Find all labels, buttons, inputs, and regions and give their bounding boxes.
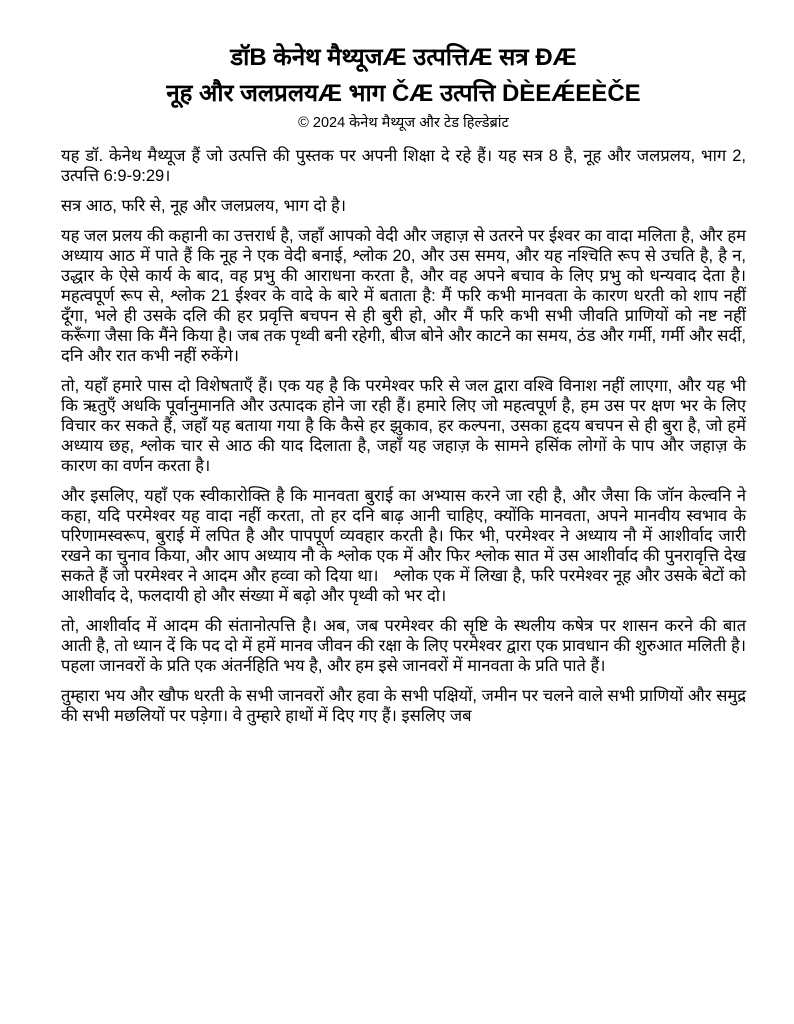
paragraph-intro: यह डॉ. केनेथ मैथ्यूज हैं जो उत्पत्ति की पुस्तक पर अपनी शिक्षा दे रहे हैं। यह सत्र 8 है, नूह और जलप्रलय, भाग 2, उत्पत्ति 6:9-9:29। — [61, 147, 751, 185]
document-header — [61, 40, 746, 132]
document-title — [61, 40, 746, 112]
paragraph-blessing: तो, आशीर्वाद में आदम की संतानोत्पत्ति है। अब, जब परमेश्वर की सृष्टि के स्थलीय कषेत्र पर शासन करने की बात आती है, तो ध्यान दें कि पद दो में हमें मानव जीवन की रक्षा के लिए परमेश्वर द्वारा एक प्रावधान की शुरुआत मलिती है। पहला जानवरों के प्रति एक अंतर्नहिति भय है, और हम इसे जानवरों में मानवता के प्रति पाते हैं। — [61, 617, 751, 675]
title-line-1: डॉB केनेथ मैथ्यूजÆ उत्पत्तिÆ सत्र ÐÆ — [230, 44, 577, 71]
paragraph-fear-dread: तुम्हारा भय और खौफ धरती के सभी जानवरों और हवा के सभी पक्षियों, जमीन पर चलने वाले सभी प्राणियों और समुद्र की सभी मछलियों पर पड़ेगा। वे तुम्हारे हाथों में दिए गए हैं। इसलिए जब — [61, 687, 751, 725]
paragraph-flood-story: यह जल प्रलय की कहानी का उत्तरार्ध है, जहाँ आपको वेदी और जहाज़ से उतरने पर ईश्वर का वादा मलिता है, और हम अध्याय आठ में पाते हैं कि नूह ने एक वेदी बनाई, श्लोक 20, और उस समय, और यह नश्चिति रूप से उचति है, है न, उद्धार के ऐसे कार्य के बाद, वह प्रभु की आराधना करता है, और वह अपने बचाव के लिए प्रभु को धन्यवाद देता है। महत्वपूर्ण रूप से, श्लोक 21 ईश्वर के वादे के बारे में बताता है: मैं फरि कभी मानवता के कारण धरती को शाप नहीं दूँगा, भले ही उसके दलि की हर प्रवृत्ति बचपन से ही बुरी हो, और मैं फरि कभी सभी जीवति प्राणियों को नष्ट नहीं करूँगा जैसा कि मैंने किया है। जब तक पृथ्वी बनी रहेगी, बीज बोने और काटने का समय, ठंड और गर्मी, गर्मी और सर्दी, दनि और रात कभी नहीं रुकेंगे। — [61, 227, 751, 365]
paragraph-two-features: तो, यहाँ हमारे पास दो विशेषताएँ हैं। एक यह है कि परमेश्वर फरि से जल द्वारा वश्वि विनाश नहीं लाएगा, और यह भी कि ऋतुएँ अधकि पूर्वानुमानति और उत्पादक होने जा रही हैं। हमारे लिए जो महत्वपूर्ण है, हम उस पर क्षण भर के लिए विचार कर सकते हैं, जहाँ यह बताया गया है कि कैसे हर झुकाव, हर कल्पना, उसका हृदय बचपन से ही बुरा है, जो हमें अध्याय छह, श्लोक चार से आठ की याद दिलाता है, जहाँ यह जहाज़ के सामने हसिंक लोगों के पाप और जहाज़ के कारण का वर्णन करता है। — [61, 377, 751, 475]
paragraph-session: सत्र आठ, फरि से, नूह और जलप्रलय, भाग दो है। — [61, 197, 346, 215]
document-body — [61, 146, 751, 726]
copyright-line: © 2024 केनेथ मैथ्यूज और टेड हिल्डेब्रांट — [298, 115, 509, 131]
paragraph-admission: और इसलिए, यहाँ एक स्वीकारोक्ति है कि मानवता बुराई का अभ्यास करने जा रही है, और जैसा कि जॉन केल्वनि ने कहा, यदि परमेश्वर यह वादा नहीं करता, तो हर दनि बाढ़ आनी चाहिए, क्योंकि मानवता, अपने मानवीय स्वभाव के परिणामस्वरूप, बुराई में लपित है और पापपूर्ण व्यवहार करती है। फिर भी, परमेश्वर ने अध्याय नौ में आशीर्वाद जारी रखने का चुनाव किया, और आप अध्याय नौ के श्लोक एक में और फिर श्लोक सात में उस आशीर्वाद की पुनरावृत्ति देख सकते हैं जो परमेश्वर ने आदम और हव्वा को दिया था। श्लोक एक में लिखा है, फरि परमेश्वर नूह और उसके बेटों को आशीर्वाद दे, फलदायी हो और संख्या में बढ़ो और पृथ्वी को भर दो। — [61, 487, 751, 605]
title-line-2: नूह और जलप्रलयÆ भाग ČÆ उत्पत्ति D̀ÈEǼEÈČE — [166, 80, 641, 107]
